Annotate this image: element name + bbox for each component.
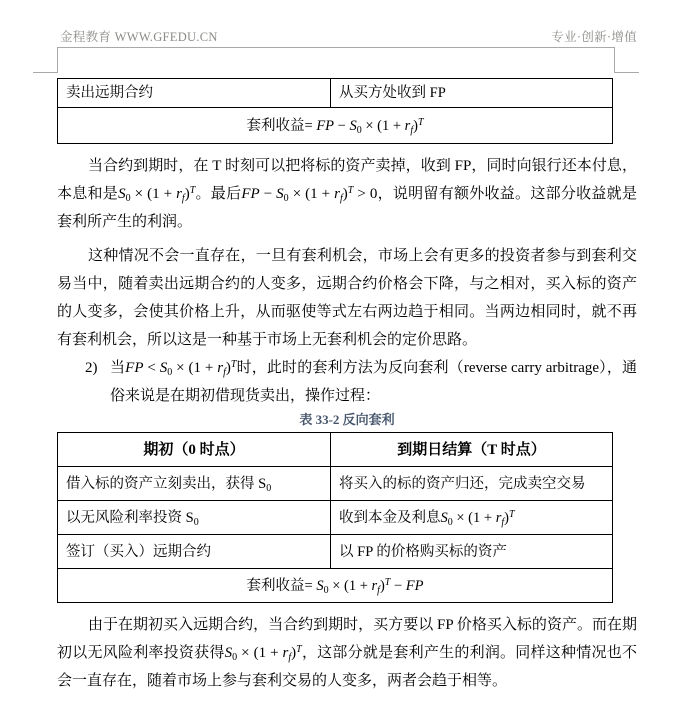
table-row — [58, 501, 613, 535]
cell-sign-forward: 签订（买入）远期合约 — [58, 535, 331, 569]
table-row — [58, 467, 613, 501]
cell-buy-at-fp: 以 FP 的价格购买标的资产 — [331, 535, 613, 569]
list-item-reverse-arbitrage — [57, 354, 637, 410]
header-rule — [57, 47, 615, 48]
header-brand: 金程教育 WWW.GFEDU.CN — [60, 30, 218, 44]
table-row — [58, 108, 613, 144]
carry-arbitrage-profit-formula: 套利收益= FP − $S_0 \times (1 + r_f)^T$ — [58, 108, 613, 144]
paragraph-reverse-settlement: 由于在期初买入远期合约，当合约到期时，买方要以 FP 价格买入标的资产。而在期初以无风险利率投资获得$S_0 \times (1 + r_f)^T$，这部分就是套利产生的利润。同样这种情况也不会一直存在，随着市场上参与套利交易的人变多，两者会趋于相等。 — [57, 617, 637, 689]
list-item-text: 当FP < $S_0 \times (1 + r_f)^T$时，此时的套利方法为反向套利（reverse carry arbitrage），通俗来说是在期初借现货卖出，操作过程： — [110, 359, 637, 404]
cell-invest-riskfree: 以无风险利率投资 $S_0$ — [58, 501, 331, 535]
table-caption: 表 33-2 反向套利 — [299, 412, 395, 427]
table-row — [58, 569, 613, 603]
cell-borrow-sell: 借入标的资产立刻卖出，获得 $S_0$ — [58, 467, 331, 501]
page-body — [57, 78, 637, 695]
column-header-maturity: 到期日结算（T 时点） — [331, 433, 613, 467]
reverse-arbitrage-profit-formula: 套利收益= $S_0 \times (1 + r_f)^T$ − FP — [58, 569, 613, 603]
table-header-row — [58, 433, 613, 467]
cell-return-asset: 将买入的标的资产归还，完成卖空交易 — [331, 467, 613, 501]
margin-mark-right — [614, 72, 639, 73]
header-slogan: 专业·创新·增值 — [551, 30, 637, 44]
column-header-initial: 期初（0 时点） — [58, 433, 331, 467]
table-row — [58, 535, 613, 569]
table-carry-arbitrage — [57, 78, 613, 144]
cell-receive-fp: 从买方处收到 FP — [331, 79, 613, 108]
paragraph-no-arbitrage-pricing: 这种情况不会一直存在，一旦有套利机会，市场上会有更多的投资者参与到套利交易当中，随着卖出远期合约的人变多，远期合约价格会下降，与之相对，买入标的资产的人变多，会使其价格上升，从而驱使等式左右两边趋于相同。当两边相同时，就不再有套利机会，所以这是一种基于市场上无套利机会的定价思路。 — [57, 248, 637, 348]
header-rule-left-drop — [57, 47, 58, 73]
margin-mark-left — [33, 72, 58, 73]
cell-sell-forward: 卖出远期合约 — [58, 79, 331, 108]
table-reverse-arbitrage — [57, 432, 613, 603]
cell-receive-principal-interest: 收到本金及利息$S_0 \times (1 + r_f)^T$ — [331, 501, 613, 535]
header-rule-right-drop — [614, 47, 615, 73]
table-row — [58, 79, 613, 108]
paragraph-carry-settlement: 当合约到期时，在 T 时刻可以把将标的资产卖掉，收到 FP，同时向银行还本付息，本息和是$S_0 \times (1 + r_f)^T$。最后FP − $S_0 \times (1 + r_f)^T > 0$，说明留有额外收益。这部分收益就是套利所产生的利润。 — [57, 158, 637, 230]
list-marker: 2) — [85, 360, 98, 376]
